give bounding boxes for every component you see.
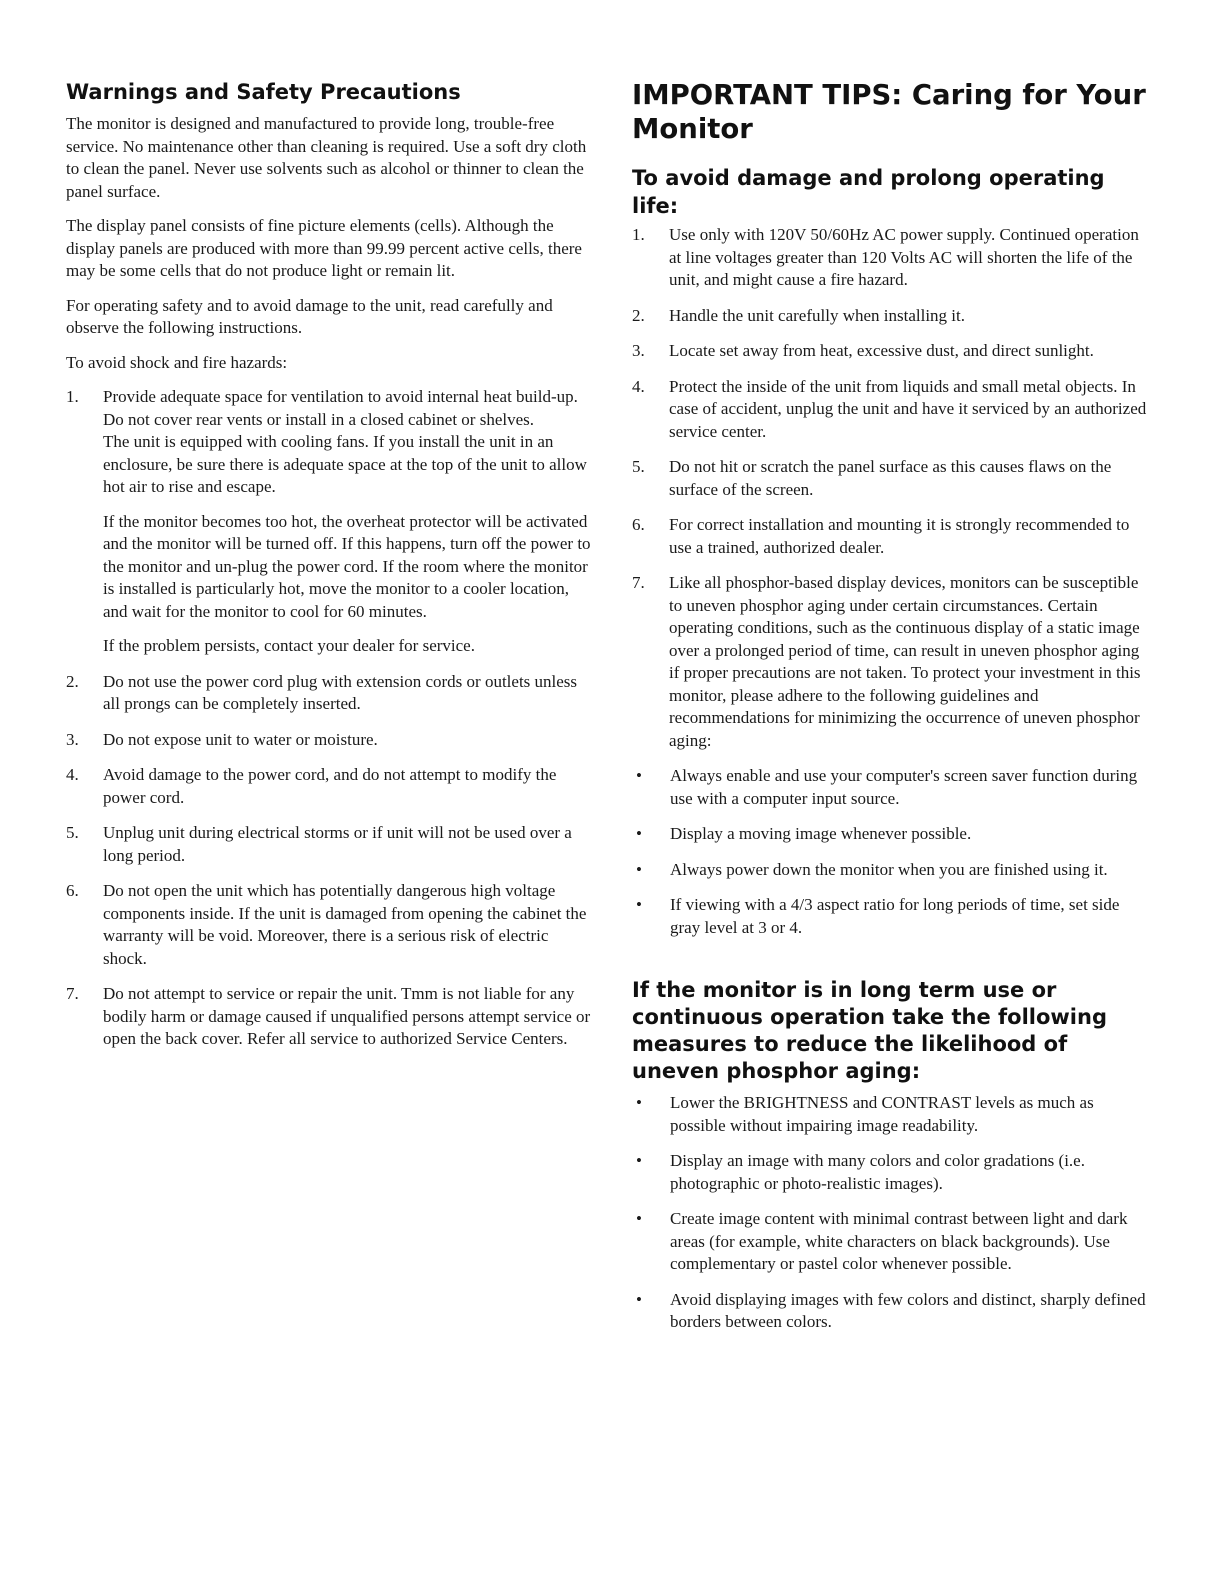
item-text: Handle the unit carefully when installing it. xyxy=(669,305,966,325)
item-text: Unplug unit during electrical storms or if unit will not be used over a long period. xyxy=(103,823,572,865)
list-item xyxy=(632,340,1152,363)
item-number: 6. xyxy=(632,515,645,534)
bullet-icon: • xyxy=(636,1093,642,1112)
bullet-item xyxy=(632,1208,1152,1276)
tips-title: IMPORTANT TIPS: Caring for Your Monitor xyxy=(632,79,1146,145)
bullet-text: Create image content with minimal contrast between light and dark areas (for example, white characters on black backgrounds). Use complementary or pastel color whenever possible. xyxy=(670,1209,1128,1273)
item-number: 3. xyxy=(632,341,645,360)
list-item xyxy=(66,822,594,867)
bullet-text: Display an image with many colors and color gradations (i.e. photographic or photo-realistic images). xyxy=(670,1151,1085,1193)
bullet-icon: • xyxy=(636,766,642,785)
bullet-text: Display a moving image whenever possible. xyxy=(670,824,972,843)
item-text: Avoid damage to the power cord, and do not attempt to modify the power cord. xyxy=(103,765,557,807)
item-text: Protect the inside of the unit from liquids and small metal objects. In case of accident, unplug the unit and have it serviced by an authorized service center. xyxy=(669,376,1147,441)
bullet-item xyxy=(632,1150,1152,1195)
bullet-item xyxy=(632,1289,1152,1334)
list-item xyxy=(632,376,1152,444)
item-text: Locate set away from heat, excessive dust, and direct sunlight. xyxy=(669,341,1094,360)
list-item xyxy=(66,983,594,1051)
safety-list xyxy=(66,386,594,1051)
item-text: For correct installation and mounting it is strongly recommended to use a trained, authorized dealer. xyxy=(669,515,1130,557)
bullet-icon: • xyxy=(636,824,642,843)
item-text: Provide adequate space for ventilation to avoid internal heat build-up. Do not cover rear vents or install in a closed cabinet or shelves. xyxy=(103,387,578,429)
list-item xyxy=(66,671,594,716)
item-number: 5. xyxy=(632,457,645,476)
bullet-item xyxy=(632,1092,1152,1137)
item-number: 6. xyxy=(66,881,79,900)
item-subparagraph: If the monitor becomes too hot, the overheat protector will be activated and the monitor will be turned off. If this happens, turn off the power to the monitor and un-plug the power cord. If the room where the monitor is installed is particularly hot, move the monitor to a cooler location, and wait for the monitor to cool for 60 minutes. xyxy=(103,511,591,621)
bullet-icon: • xyxy=(636,1289,642,1309)
bullet-icon: • xyxy=(636,1151,642,1170)
item-number: 4. xyxy=(632,376,645,396)
shock-fire-paragraph: To avoid shock and fire hazards: xyxy=(66,352,288,372)
item-number: 1. xyxy=(632,225,645,244)
item-subparagraph: The unit is equipped with cooling fans. If you install the unit in an enclosure, be sure there is adequate space at the top of the unit to allow hot air to rise and escape. xyxy=(103,432,587,496)
bullet-text: Lower the BRIGHTNESS and CONTRAST levels as much as possible without impairing image readability. xyxy=(670,1093,1094,1135)
item-subparagraph: If the problem persists, contact your dealer for service. xyxy=(103,636,475,655)
item-number: 7. xyxy=(632,573,645,592)
long-term-use-heading: If the monitor is in long term use or continuous operation take the following measures to reduce the likelihood of uneven phosphor aging: xyxy=(632,978,1107,1083)
bullet-text: Avoid displaying images with few colors and distinct, sharply defined borders between colors. xyxy=(670,1289,1146,1331)
item-text: Do not hit or scratch the panel surface as this causes flaws on the surface of the screen. xyxy=(669,457,1112,499)
bullet-item xyxy=(632,823,1152,846)
long-term-measures-list xyxy=(632,1092,1152,1334)
list-item xyxy=(632,514,1152,559)
item-number: 1. xyxy=(66,387,79,406)
left-column xyxy=(66,78,594,1064)
item-text: Do not use the power cord plug with extension cords or outlets unless all prongs can be completely inserted. xyxy=(103,671,578,713)
bullet-text: Always power down the monitor when you are finished using it. xyxy=(670,859,1108,879)
list-item xyxy=(66,729,594,752)
bullet-item xyxy=(632,859,1152,882)
bullet-icon: • xyxy=(636,895,642,914)
list-item xyxy=(66,764,594,809)
list-item xyxy=(632,572,1152,752)
item-text: Do not attempt to service or repair the unit. Tmm is not liable for any bodily harm or damage caused if unqualified persons attempt service or open the back cover. Refer all service to authorized Service Centers. xyxy=(103,984,591,1048)
bullet-icon: • xyxy=(636,1209,642,1228)
avoid-damage-heading: To avoid damage and prolong operating life: xyxy=(632,166,1105,218)
item-text: Like all phosphor-based display devices, monitors can be susceptible to uneven phosphor aging under certain circumstances. Certain operating conditions, such as the continuous display of a static image over a prolonged period of time, can result in uneven phosphor aging if proper precautions are not taken. To protect your investment in this monitor, please adhere to the following guidelines and recommendations for minimizing the occurrence of uneven phosphor aging: xyxy=(669,573,1141,750)
item-number: 3. xyxy=(66,729,79,749)
item-number: 2. xyxy=(632,305,645,325)
bullet-icon: • xyxy=(636,859,642,879)
list-item xyxy=(632,305,1152,328)
intro-paragraph: The monitor is designed and manufactured to provide long, trouble-free service. No maintenance other than cleaning is required. Use a soft dry cloth to clean the panel. Never use solvents such as alcohol or thinner to clean the panel surface. xyxy=(66,114,587,201)
bullet-text: If viewing with a 4/3 aspect ratio for long periods of time, set side gray level at 3 or 4. xyxy=(670,895,1120,937)
list-item xyxy=(632,224,1152,292)
operating-safety-paragraph: For operating safety and to avoid damage to the unit, read carefully and observe the following instructions. xyxy=(66,295,553,337)
list-item xyxy=(66,386,594,658)
list-item xyxy=(632,456,1152,501)
item-text: Do not expose unit to water or moisture. xyxy=(103,729,378,749)
bullet-item xyxy=(632,894,1152,939)
item-number: 7. xyxy=(66,984,79,1003)
item-text: Use only with 120V 50/60Hz AC power supply. Continued operation at line voltages greater than 120 Volts AC will shorten the life of the unit, and might cause a fire hazard. xyxy=(669,225,1139,289)
care-list xyxy=(632,224,1152,752)
item-text: Do not open the unit which has potentially dangerous high voltage components inside. If the unit is damaged from opening the cabinet the warranty will be void. Moreover, there is a serious risk of electric shock. xyxy=(103,881,587,968)
item-number: 2. xyxy=(66,671,79,691)
warnings-heading: Warnings and Safety Precautions xyxy=(66,80,461,104)
bullet-item xyxy=(632,765,1152,810)
item-number: 5. xyxy=(66,823,79,842)
display-panel-paragraph: The display panel consists of fine picture elements (cells). Although the display panels are produced with more than 99.99 percent active cells, there may be some cells that do not produce light or remain lit. xyxy=(66,216,582,280)
aging-guidelines-list xyxy=(632,765,1152,939)
bullet-text: Always enable and use your computer's screen saver function during use with a computer input source. xyxy=(670,766,1138,808)
list-item xyxy=(66,880,594,970)
right-column xyxy=(632,78,1152,1347)
item-number: 4. xyxy=(66,765,79,784)
